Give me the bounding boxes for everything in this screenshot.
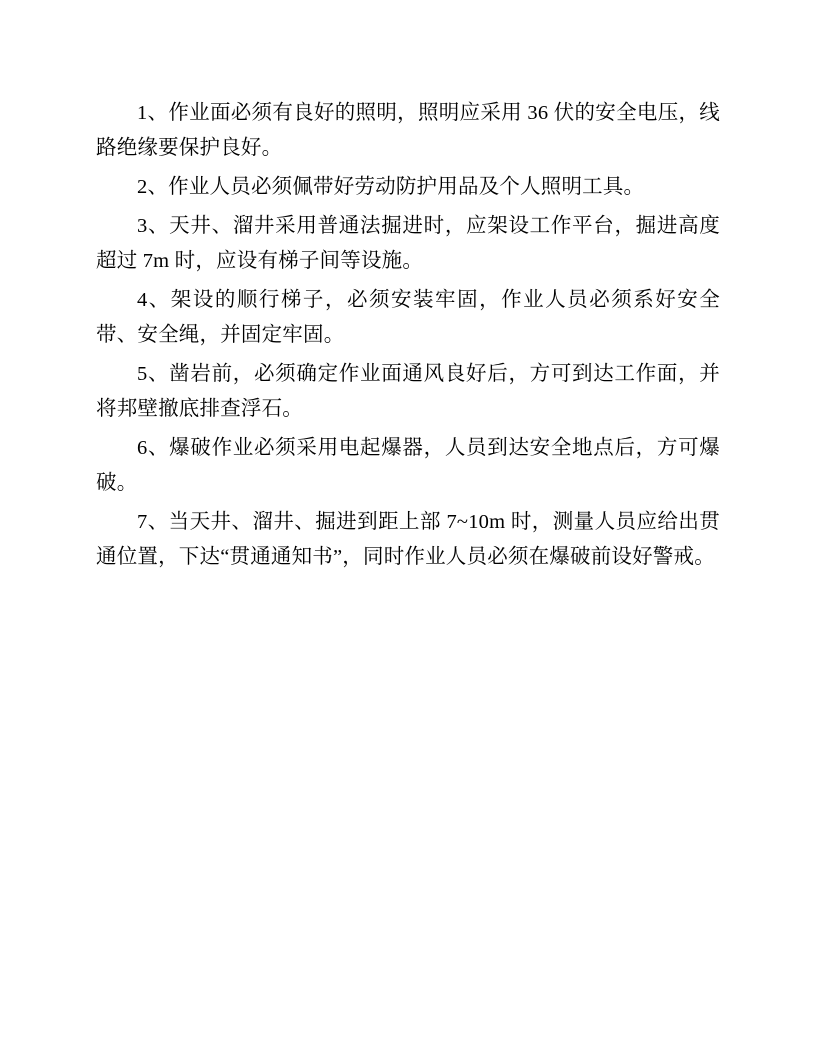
paragraph-2: 2、作业人员必须佩带好劳动防护用品及个人照明工具。 (137, 176, 645, 198)
paragraph-7: 7、当天井、溜井、掘进到距上部 7~10m 时，测量人员应给出贯通位置，下达“贯通通知书”，同时作业人员必须在爆破前设好警戒。 (96, 511, 720, 568)
document-body (96, 96, 720, 575)
paragraph-6: 6、爆破作业必须采用电起爆器，人员到达安全地点后，方可爆破。 (96, 437, 720, 494)
paragraph-5: 5、凿岩前，必须确定作业面通风良好后，方可到达工作面，并将邦壁撤底排查浮石。 (96, 363, 720, 420)
paragraph-1: 1、作业面必须有良好的照明，照明应采用 36 伏的安全电压，线路绝缘要保护良好。 (96, 102, 720, 159)
paragraph-3: 3、天井、溜井采用普通法掘进时，应架设工作平台，掘进高度超过 7m 时，应设有梯子间等设施。 (96, 215, 720, 272)
paragraph-4: 4、架设的顺行梯子，必须安装牢固，作业人员必须系好安全带、安全绳，并固定牢固。 (96, 289, 720, 346)
